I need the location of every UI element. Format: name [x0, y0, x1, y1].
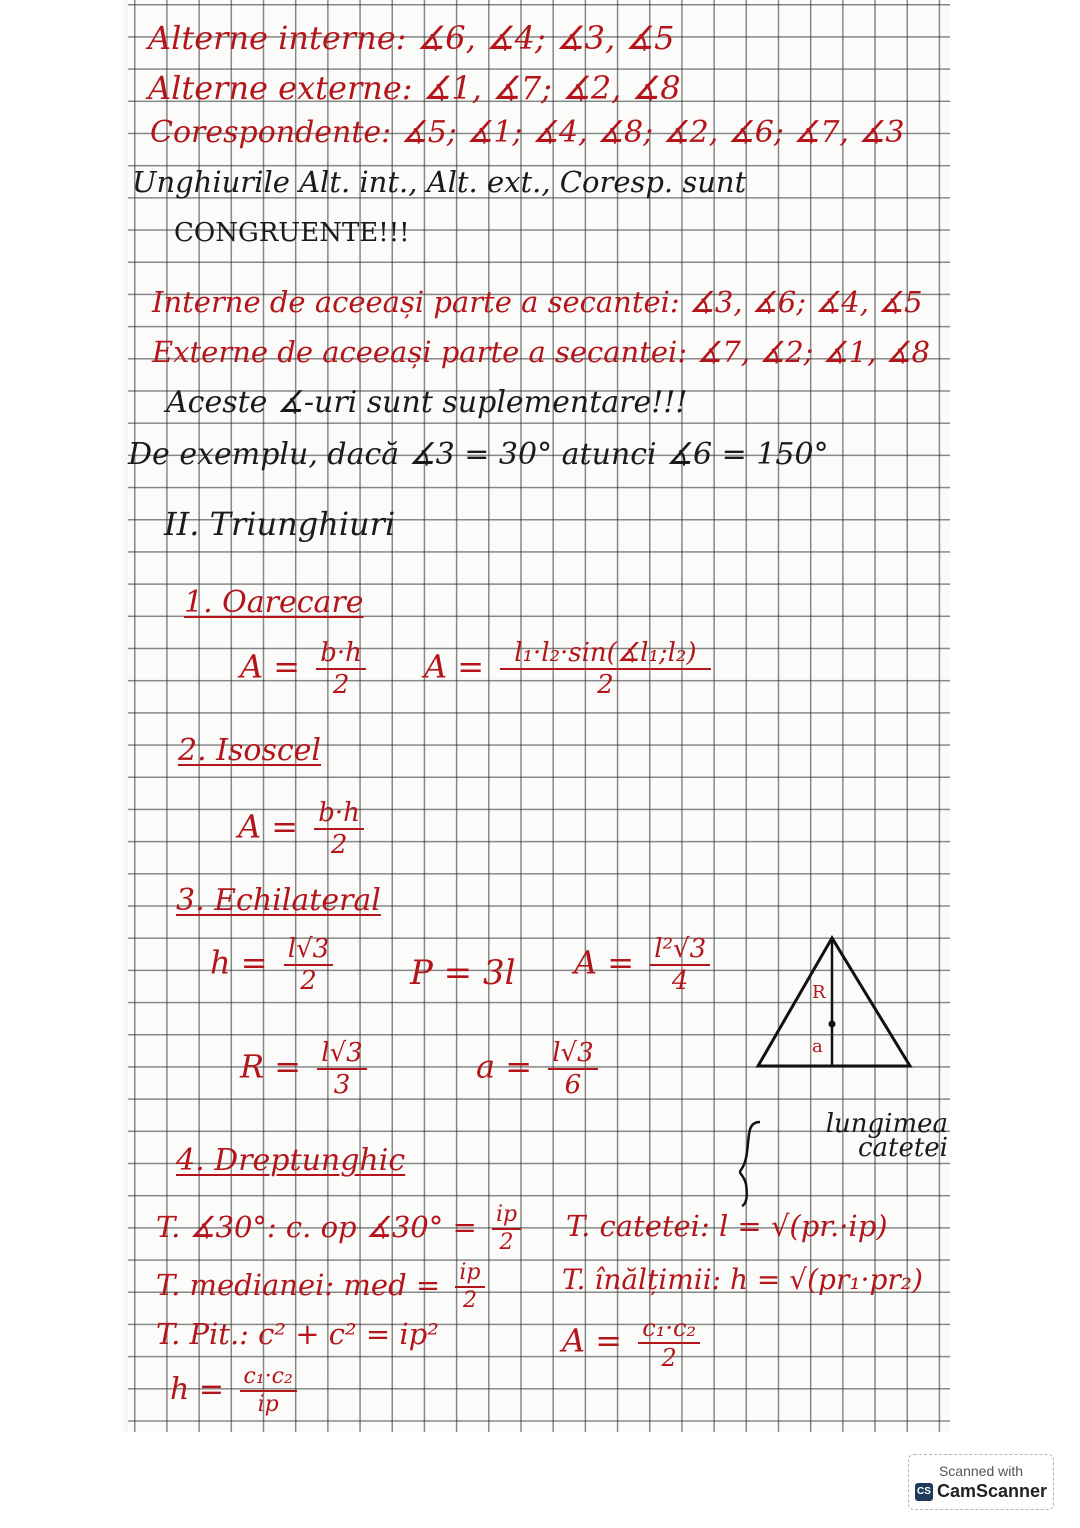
- fraction: [316, 640, 366, 698]
- brace-stroke: [740, 1122, 760, 1206]
- formula-lhs: A =: [238, 807, 299, 846]
- externe-aceeasi-parte-line: Externe de aceeași parte a secantei: ∡7, ∡2; ∡1, ∡8: [152, 335, 930, 369]
- denominator: ip: [257, 1392, 279, 1417]
- formula-lhs: T. medianei: med =: [156, 1268, 441, 1302]
- denominator: 2: [332, 670, 350, 700]
- teorema-medianei-formula: [156, 1262, 491, 1312]
- formula-lhs: A =: [240, 647, 301, 686]
- echilateral-apothem-formula: [476, 1040, 604, 1098]
- numerator: l√3: [317, 1040, 366, 1070]
- oarecare-area-formula-1: [240, 640, 372, 698]
- section-title: II. Triunghiuri: [164, 505, 396, 543]
- alterne-externe-line: Alterne externe: ∡1, ∡7; ∡2, ∡8: [148, 69, 681, 107]
- numerator: l₁·l₂·sin(∡l₁;l₂): [500, 640, 710, 670]
- formula-lhs: T. ∡30°: c. op ∡30° =: [156, 1210, 477, 1244]
- echilateral-heading: 3. Echilateral: [176, 883, 381, 918]
- formula-lhs: A =: [574, 943, 635, 982]
- suplementare-line: Aceste ∡-uri sunt suplementare!!!: [166, 385, 688, 420]
- congruente-note: CONGRUENTE!!!: [174, 218, 410, 248]
- echilateral-circumradius-formula: [240, 1040, 373, 1098]
- teorema-catetei-formula: T. catetei: l = √(pr.·ip): [566, 1209, 888, 1243]
- denominator: 3: [333, 1070, 351, 1100]
- echilateral-height-formula: [210, 936, 339, 994]
- denominator: 2: [300, 966, 317, 996]
- echilateral-perimeter-formula: P = 3l: [410, 953, 516, 993]
- numerator: c₁·c₂: [638, 1316, 700, 1344]
- formula-lhs: h =: [170, 1372, 224, 1407]
- fraction: [240, 1366, 297, 1416]
- fraction: [500, 640, 710, 698]
- triangle-label-R: R: [812, 982, 826, 1003]
- teorema-pitagora-formula: T. Pit.: c² + c² = ip²: [156, 1317, 439, 1351]
- numerator: b·h: [314, 800, 364, 830]
- formula-lhs: A =: [424, 647, 485, 686]
- triangle-outline: [758, 938, 910, 1066]
- dreptunghic-area-formula: [562, 1316, 706, 1370]
- denominator: 4: [671, 966, 689, 996]
- unghiurile-line: Unghiurile Alt. int., Alt. ext., Coresp. sunt: [132, 165, 747, 199]
- fraction: [317, 1040, 366, 1098]
- teorema-inaltimii-formula: T. înălțimii: h = √(pr₁·pr₂): [562, 1263, 923, 1296]
- formula-lhs: A =: [562, 1321, 623, 1360]
- numerator: b·h: [316, 640, 366, 670]
- fraction: [650, 936, 710, 994]
- numerator: c₁·c₂: [240, 1366, 297, 1392]
- denominator: 2: [499, 1230, 514, 1255]
- denominator: 2: [462, 1288, 477, 1313]
- denominator: 2: [330, 830, 348, 860]
- formula-lhs: a =: [476, 1047, 533, 1086]
- camscanner-logo-icon: CS: [915, 1483, 933, 1501]
- echilateral-area-formula: [574, 936, 716, 994]
- equilateral-triangle-diagram: [752, 932, 922, 1074]
- note-brace: [736, 1118, 766, 1208]
- numerator: l²√3: [650, 936, 710, 966]
- alterne-interne-line: Alterne interne: ∡6, ∡4; ∡3, ∡5: [148, 19, 675, 57]
- formula-lhs: R =: [240, 1047, 302, 1086]
- numerator: ip: [492, 1204, 521, 1230]
- interne-aceeasi-parte-line: Interne de aceeași parte a secantei: ∡3, ∡6; ∡4, ∡5: [152, 285, 923, 319]
- camscanner-watermark: [908, 1454, 1054, 1510]
- dreptunghic-height-formula: [170, 1366, 303, 1416]
- isoscel-area-formula: [238, 800, 370, 858]
- numerator: l√3: [548, 1040, 597, 1070]
- isoscel-heading: 2. Isoscel: [178, 733, 322, 768]
- fraction: [548, 1040, 597, 1098]
- watermark-line2: CamScanner: [937, 1481, 1048, 1501]
- exemplu-line: De exemplu, dacă ∡3 = 30° atunci ∡6 = 150°: [128, 437, 829, 472]
- fraction: [284, 936, 333, 994]
- formula-lhs: h =: [210, 943, 268, 982]
- fraction: [638, 1316, 700, 1370]
- fraction: [314, 800, 364, 858]
- fraction: [492, 1204, 521, 1254]
- corespondente-line: Corespondente: ∡5; ∡1; ∡4, ∡8; ∡2, ∡6; ∡7, ∡3: [150, 115, 905, 150]
- denominator: 2: [597, 670, 614, 700]
- numerator: l√3: [284, 936, 333, 966]
- denominator: 6: [564, 1070, 582, 1100]
- numerator: ip: [455, 1262, 484, 1288]
- triangle-label-a: a: [812, 1036, 823, 1057]
- denominator: 2: [661, 1344, 677, 1372]
- dreptunghic-heading: 4. Dreptunghic: [176, 1143, 406, 1178]
- triangle-center-dot: [829, 1021, 836, 1028]
- watermark-line1: Scanned with: [938, 1463, 1024, 1479]
- teorema-30-formula: [156, 1204, 527, 1254]
- lungimea-catetei-note: lungimea catetei: [825, 1109, 948, 1163]
- oarecare-area-formula-2: [424, 640, 717, 698]
- fraction: [455, 1262, 484, 1312]
- oarecare-heading: 1. Oarecare: [184, 585, 364, 620]
